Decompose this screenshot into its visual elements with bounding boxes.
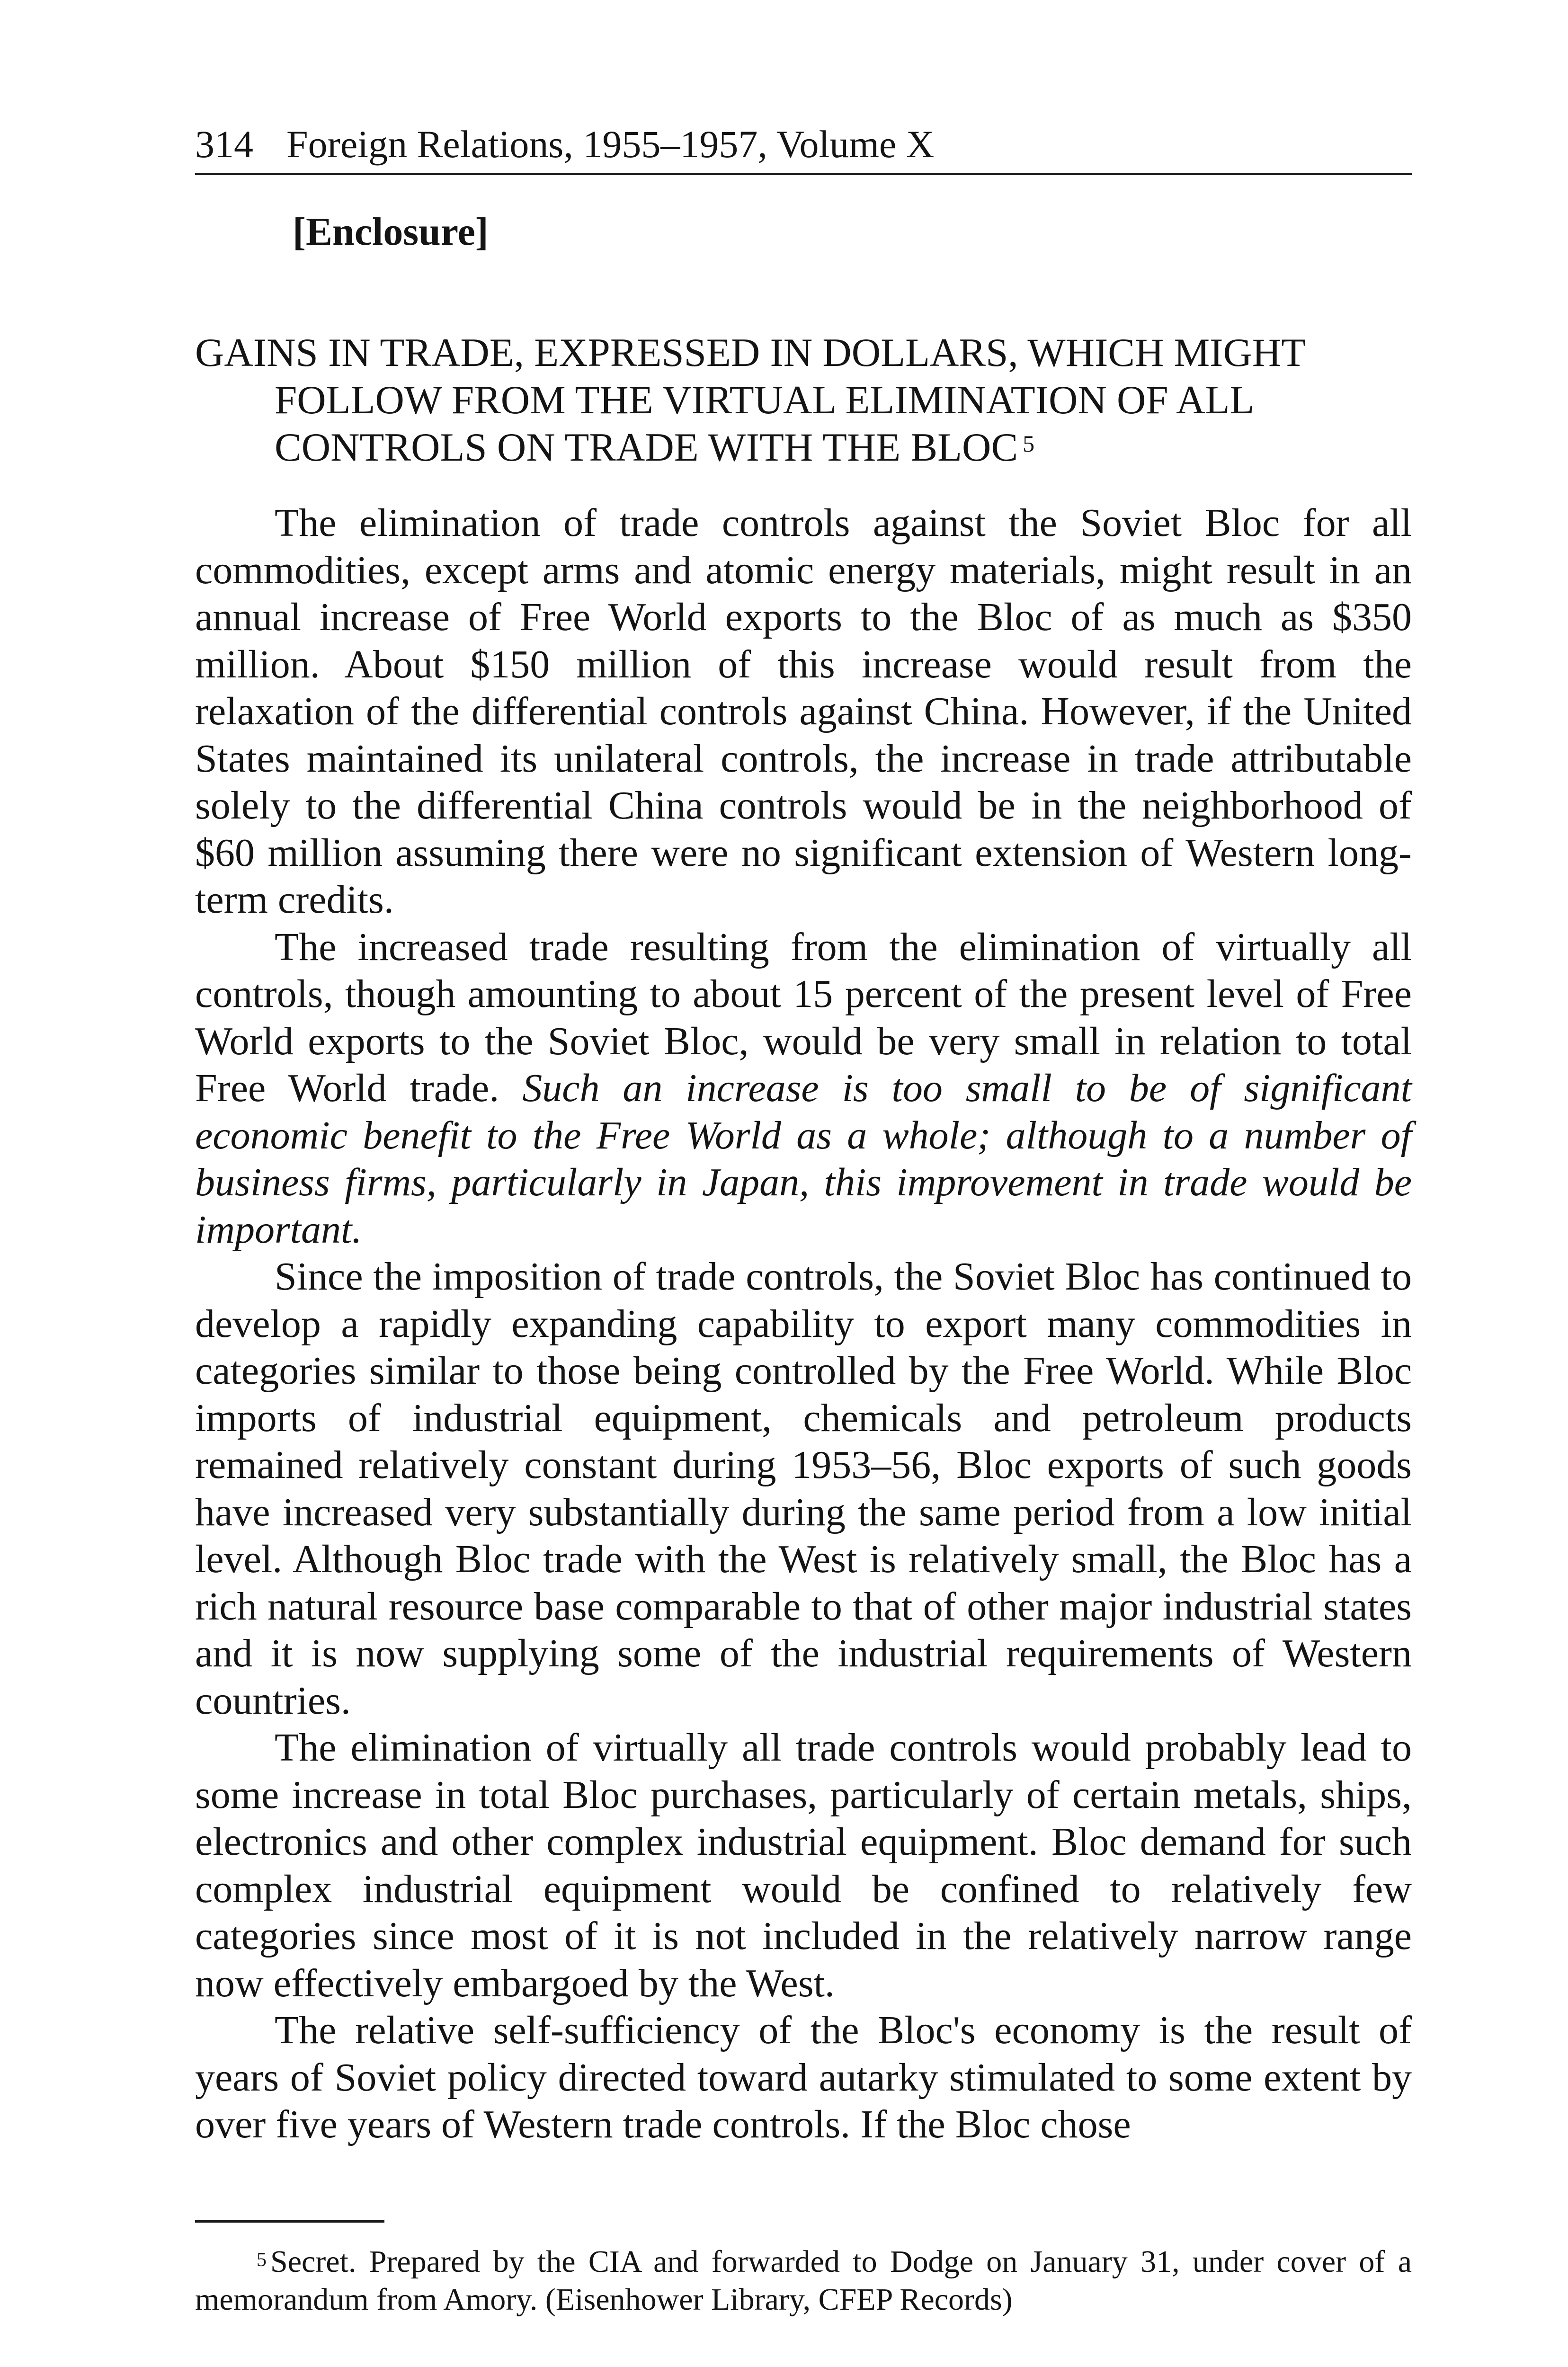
title-footnote-ref: 5	[1023, 430, 1035, 457]
paragraph-3: Since the imposition of trade controls, the Soviet Bloc has continued to develop a rapidly expanding capability to export many commodities in categories similar to those being controlled by the Free World. While Bloc imports of industrial equipment, chemicals and petroleum products remained relatively constant during 1953–56, Bloc exports of such goods have increased very substantially during the same period from a low initial level. Although Bloc trade with the West is relatively small, the Bloc has a rich natural resource base comparable to that of other major industrial states and it is now supplying some of the industrial requirements of Western countries.	[195, 1255, 1412, 1723]
paragraph-1: The elimination of trade controls against the Soviet Bloc for all commodities, except arms and atomic energy materials, might result in an annual increase of Free World exports to the Bloc of as much as $350 million. About $150 million of this increase would result from the relaxation of the differential controls against China. However, if the United States maintained its unilateral controls, the increase in trade attributable solely to the differential China controls would be in the neighborhood of $60 million assuming there were no significant extension of Western long-term credits.	[195, 501, 1412, 922]
document-title	[195, 329, 1412, 471]
paragraph-2-italic: Such an increase is too small to be of significant economic benefit to the Free World as a whole; although to a number of business firms, particularly in Japan, this improvement in trade would be important.	[195, 1066, 1412, 1252]
title-line-3	[195, 424, 1412, 471]
paragraph-5: The relative self-sufficiency of the Bloc's economy is the result of years of Soviet policy directed toward autarky stimulated to some extent by over five years of Western trade controls. If the Bloc chose	[195, 2008, 1412, 2146]
title-line-2: FOLLOW FROM THE VIRTUAL ELIMINATION OF ALL	[275, 378, 1255, 422]
title-line-3-text: CONTROLS ON TRADE WITH THE BLOC	[275, 425, 1018, 470]
running-title: Foreign Relations, 1955–1957, Volume X	[286, 123, 935, 166]
body-text	[195, 499, 1412, 2148]
footnote-number: 5	[257, 2249, 267, 2271]
enclosure-label: [Enclosure]	[293, 210, 489, 254]
footnote-divider	[195, 2220, 384, 2223]
footnote-text: Secret. Prepared by the CIA and forwarded to Dodge on January 31, under cover of a memorandum from Amory. (Eisenhower Library, CFEP Records)	[195, 2244, 1412, 2317]
paragraph-2-roman: The increased trade resulting from the elimination of virtually all controls, though amounting to about 15 percent of the present level of Free World exports to the Soviet Bloc, would be very small in relation to total Free World trade.	[195, 925, 1412, 1110]
paragraph-2	[195, 924, 1412, 1254]
page-number: 314	[195, 123, 253, 166]
paragraph-4: The elimination of virtually all trade controls would probably lead to some increase in total Bloc purchases, particularly of certain metals, ships, electronics and other complex industrial equipment. Bloc demand for such complex industrial equipment would be confined to relatively few categories since most of it is not included in the relatively narrow range now effectively embargoed by the West.	[195, 1726, 1412, 2005]
footnote	[195, 2243, 1412, 2319]
running-header	[195, 121, 1412, 175]
title-line-1: GAINS IN TRADE, EXPRESSED IN DOLLARS, WHICH MIGHT	[195, 330, 1306, 375]
